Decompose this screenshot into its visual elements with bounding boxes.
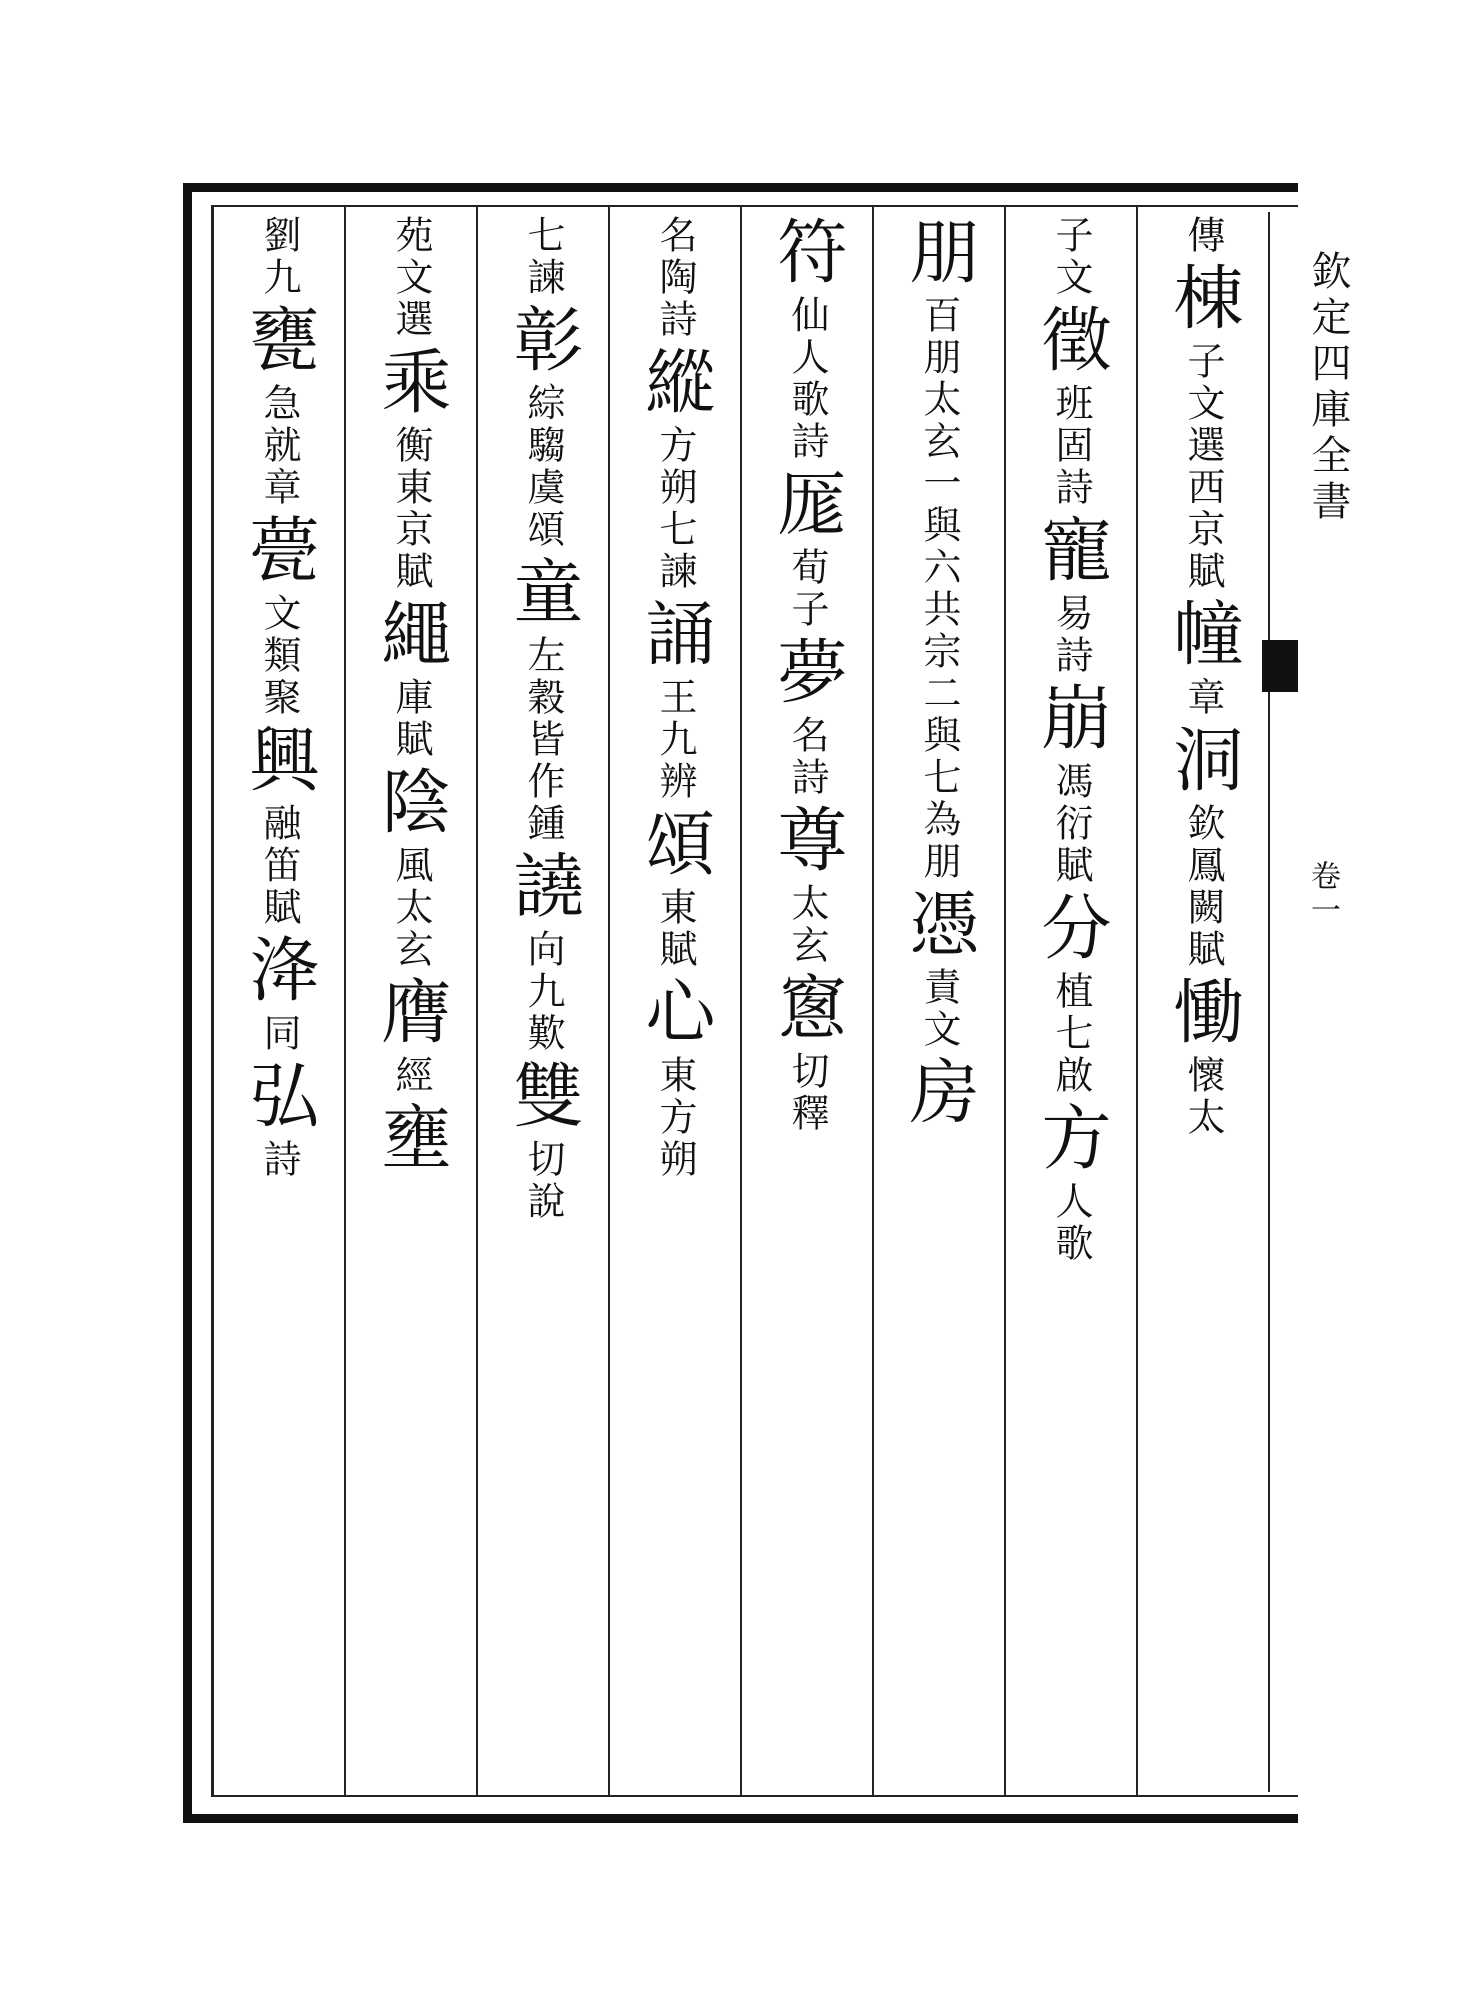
headword: 陰 xyxy=(370,765,452,841)
gloss-text: 欽鳳闕賦 xyxy=(1181,803,1225,971)
column-body xyxy=(880,215,998,1787)
headword: 崩 xyxy=(1030,681,1112,757)
gloss-text: 東賦 xyxy=(653,887,697,971)
headword: 洚 xyxy=(238,933,320,1009)
headword: 頌 xyxy=(634,807,716,883)
column-stack xyxy=(766,215,848,1787)
headword: 窻 xyxy=(766,971,848,1047)
headword: 繩 xyxy=(370,597,452,673)
gloss-text: 切釋 xyxy=(785,1051,829,1135)
headword: 憑 xyxy=(898,887,980,963)
gloss-text: 融笛賦 xyxy=(257,803,301,929)
gloss-text: 風太玄 xyxy=(389,845,433,971)
gloss-text: 馮衍賦 xyxy=(1049,761,1093,887)
text-column xyxy=(740,207,872,1795)
text-column xyxy=(476,207,608,1795)
headword: 厖 xyxy=(766,467,848,543)
headword: 符 xyxy=(766,215,848,291)
gloss-text: 百朋太玄一與六共宗二與七為朋 xyxy=(917,295,961,883)
headword: 誦 xyxy=(634,597,716,673)
headword: 壅 xyxy=(370,1101,452,1177)
headword: 寵 xyxy=(1030,513,1112,589)
gloss-text: 植七啟 xyxy=(1049,971,1093,1097)
column-body xyxy=(352,215,470,1787)
column-stack xyxy=(370,215,452,1787)
running-title: 欽定四庫全書 xyxy=(1305,250,1351,526)
headword: 方 xyxy=(1030,1101,1112,1177)
gloss-text: 詩 xyxy=(257,1139,301,1181)
column-body xyxy=(748,215,866,1787)
column-stack xyxy=(1030,215,1112,1787)
gloss-text: 太玄 xyxy=(785,883,829,967)
gloss-text: 七諫 xyxy=(521,215,565,299)
headword: 弘 xyxy=(238,1059,320,1135)
gloss-text: 同 xyxy=(257,1013,301,1055)
headword: 乘 xyxy=(370,345,452,421)
column-body xyxy=(484,215,602,1787)
gloss-text: 綜騶虞頌 xyxy=(521,383,565,551)
column-body xyxy=(616,215,734,1787)
text-column xyxy=(1004,207,1136,1795)
gloss-text: 苑文選 xyxy=(389,215,433,341)
gloss-text: 東方朔 xyxy=(653,1055,697,1181)
headword: 棟 xyxy=(1162,261,1244,337)
headword: 分 xyxy=(1030,891,1112,967)
gloss-text: 章 xyxy=(1181,677,1225,719)
gloss-text: 仙人歌詩 xyxy=(785,295,829,463)
headword: 興 xyxy=(238,723,320,799)
gloss-text: 切說 xyxy=(521,1139,565,1223)
headword: 甕 xyxy=(238,303,320,379)
headword: 徵 xyxy=(1030,303,1112,379)
column-stack xyxy=(502,215,584,1787)
headword: 縱 xyxy=(634,345,716,421)
column-stack xyxy=(634,215,716,1787)
headword: 尊 xyxy=(766,803,848,879)
headword: 心 xyxy=(634,975,716,1051)
gloss-text: 名詩 xyxy=(785,715,829,799)
gloss-text: 方朔七諫 xyxy=(653,425,697,593)
headword: 夢 xyxy=(766,635,848,711)
gloss-text: 經 xyxy=(389,1055,433,1097)
gloss-text: 荀子 xyxy=(785,547,829,631)
gloss-text: 衡東京賦 xyxy=(389,425,433,593)
gloss-text: 責文 xyxy=(917,967,961,1051)
text-column xyxy=(344,207,476,1795)
headword: 童 xyxy=(502,555,584,631)
gloss-text: 劉九 xyxy=(257,215,301,299)
margin-strip xyxy=(1268,212,1300,1792)
headword: 膺 xyxy=(370,975,452,1051)
column-stack xyxy=(1162,215,1244,1787)
headword: 幢 xyxy=(1162,597,1244,673)
headword: 洞 xyxy=(1162,723,1244,799)
gloss-text: 左穀皆作鍾 xyxy=(521,635,565,845)
text-column xyxy=(872,207,1004,1795)
gloss-text: 子文 xyxy=(1049,215,1093,299)
headword: 朋 xyxy=(898,215,980,291)
gloss-text: 傳 xyxy=(1181,215,1225,257)
gloss-text: 懷太 xyxy=(1181,1055,1225,1139)
column-body xyxy=(1144,215,1262,1787)
headword: 彰 xyxy=(502,303,584,379)
gloss-text: 向九歎 xyxy=(521,929,565,1055)
gloss-text: 易詩 xyxy=(1049,593,1093,677)
column-body xyxy=(220,215,338,1787)
gloss-text: 子文選西京賦 xyxy=(1181,341,1225,593)
text-column xyxy=(608,207,740,1795)
column-stack xyxy=(238,215,320,1787)
text-column xyxy=(1136,207,1268,1795)
gloss-text: 文類聚 xyxy=(257,593,301,719)
headword: 慟 xyxy=(1162,975,1244,1051)
gloss-text: 庫賦 xyxy=(389,677,433,761)
column-body xyxy=(1012,215,1130,1787)
text-column xyxy=(212,207,344,1795)
headword: 譊 xyxy=(502,849,584,925)
headword: 雙 xyxy=(502,1059,584,1135)
juan-label: 卷一 xyxy=(1305,860,1340,928)
headword: 房 xyxy=(898,1055,980,1131)
gloss-text: 名陶詩 xyxy=(653,215,697,341)
gloss-text: 急就章 xyxy=(257,383,301,509)
gloss-text: 人歌 xyxy=(1049,1181,1093,1265)
column-stack xyxy=(898,215,980,1787)
headword: 甍 xyxy=(238,513,320,589)
gloss-text: 班固詩 xyxy=(1049,383,1093,509)
gloss-text: 王九辨 xyxy=(653,677,697,803)
